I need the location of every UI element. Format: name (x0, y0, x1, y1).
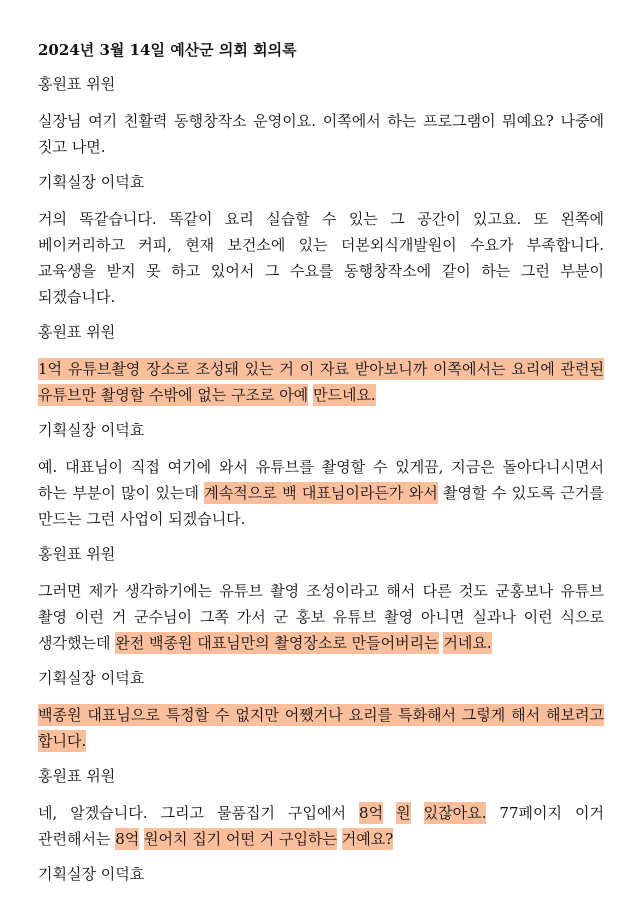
minutes-body (38, 74, 604, 884)
highlighted-text: 원어치 집기 어떤 거 구입하는 (144, 830, 338, 848)
speech-paragraph (38, 702, 604, 754)
speaker-name: 기획실장 이덕효 (38, 421, 145, 439)
highlighted-text: 거예요? (341, 830, 394, 848)
speaker-name: 홍원표 위원 (38, 323, 116, 341)
speech-text (383, 804, 396, 822)
speech-text: 실장님 여기 친활력 동행창작소 운영이요. 이쪽에서 하는 프로그램이 뭐예요? 나중에 짓고 나면. (38, 112, 604, 156)
highlighted-text: 거네요. (443, 634, 492, 652)
speaker-name: 홍원표 위원 (38, 767, 116, 785)
speech-text: 촬영할 수 있도록 근거를 만드는 그런 사업이 되겠습니다. (38, 484, 604, 528)
speech-text: 예. 대표님이 직접 여기에 와서 유튜브를 촬영할 수 있게끔, 지금은 돌아다니시면서 하는 부분이 많이 있는데 (38, 458, 604, 502)
speech-paragraph (38, 356, 604, 408)
speech-text: 그러면 제가 생각하기에는 유튜브 촬영 조성이라고 해서 다른 것도 군홍보나 유튜브 촬영 이런 거 군수님이 그쪽 가서 군 홍보 유튜브 촬영 아니면 실과나 이런 식으로 생각했는데 (38, 582, 604, 652)
speech-text: 네, 알겠습니다. 그리고 물품집기 구입에서 (38, 804, 360, 822)
speaker-name: 기획실장 이덕효 (38, 669, 145, 687)
speech-paragraph (38, 108, 604, 160)
speech-paragraph (38, 206, 604, 310)
highlighted-text: 8억 (359, 804, 384, 822)
speech-paragraph (38, 454, 604, 532)
minutes-page (38, 40, 604, 898)
highlighted-text: 있잖아요. (423, 804, 487, 822)
highlighted-text: 합니다. (38, 732, 87, 750)
highlighted-text: 백종원 대표님으로 특정할 수 없지만 어쨌거나 요리를 특화해서 그렇게 해서 해보려고 (38, 706, 604, 724)
highlighted-text: 만드네요. (312, 386, 376, 404)
speaker-name: 홍원표 위원 (38, 545, 116, 563)
speech-text: 77페이지 이거 관련해서는 (38, 804, 604, 848)
highlighted-text: 1억 유튜브촬영 장소로 조성돼 있는 거 이 자료 받아보니까 이쪽에서는 요리에 관련된 유튜브만 촬영할 수밖에 없는 구조로 아예 (38, 360, 604, 404)
speech-paragraph (38, 800, 604, 852)
highlighted-text: 원 (396, 804, 411, 822)
speaker-name: 홍원표 위원 (38, 75, 116, 93)
speech-text: 거의 똑같습니다. 똑같이 요리 실습할 수 있는 그 공간이 있고요. 또 왼쪽에 베이커리하고 커피, 현재 보건소에 있는 더본외식개발원이 수요가 부족합니다. 교육생을 받지 못 하고 있어서 그 수요를 동행창작소에 같이 하는 그런 부분이 되겠습니다. (38, 210, 604, 306)
highlighted-text: 8억 (115, 830, 140, 848)
highlighted-text: 완전 백종원 대표님만의 촬영장소로 만들어버리는 (115, 634, 439, 652)
speaker-name: 기획실장 이덕효 (38, 865, 145, 883)
document-title: 2024년 3월 14일 예산군 의회 회의록 (38, 41, 297, 59)
speech-paragraph (38, 578, 604, 656)
highlighted-text: 계속적으로 백 대표님이라든가 와서 (204, 484, 438, 502)
speech-text (411, 804, 424, 822)
speaker-name: 기획실장 이덕효 (38, 173, 145, 191)
